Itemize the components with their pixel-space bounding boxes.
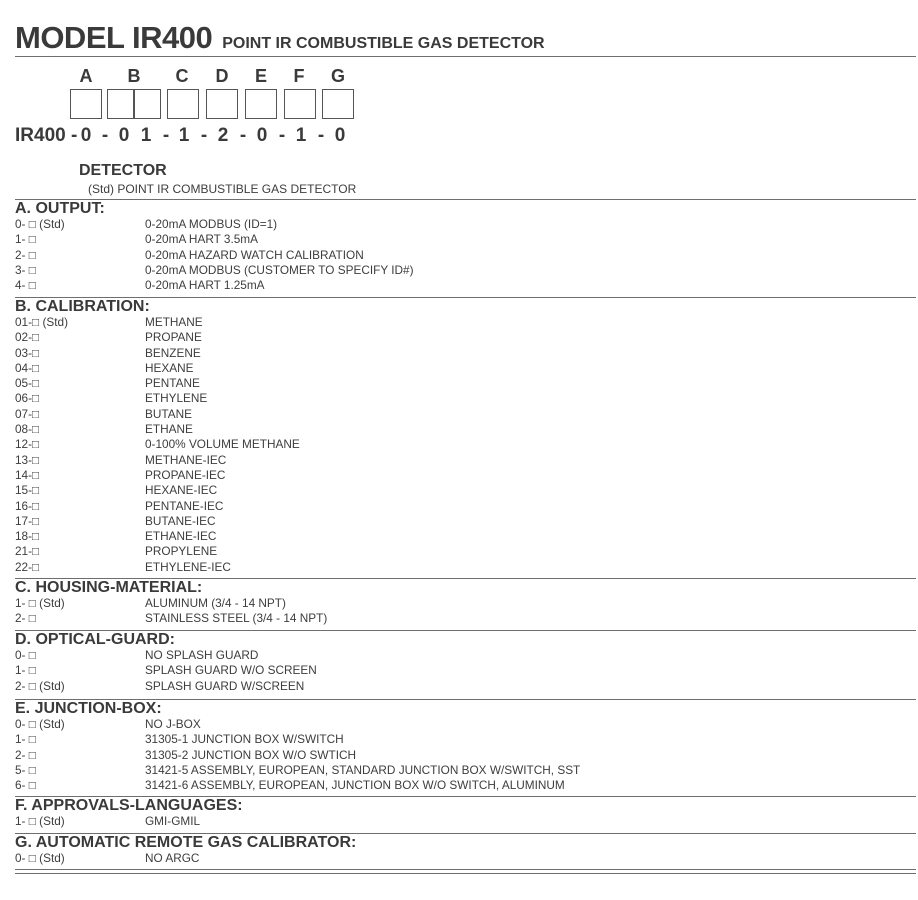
section-title: A. OUTPUT: [15,200,105,217]
option-row [15,263,916,278]
option-row [15,763,916,778]
option-description: NO J-BOX [145,717,201,731]
option-description: 0-20mA MODBUS (CUSTOMER TO SPECIFY ID#) [145,262,414,277]
option-description: 0-20mA HART 3.5mA [145,232,258,247]
option-row [15,514,916,529]
code-separator: - [239,125,247,146]
option-code: 1- □ [15,663,36,678]
option-code: 02-□ [15,330,40,345]
option-code: 0- □ (Std) [15,217,65,231]
option-description: 31305-2 JUNCTION BOX W/O SWTICH [145,747,357,762]
option-code: 5- □ [15,762,36,777]
option-code: 0- □ [15,648,36,662]
option-row [15,468,916,483]
config-letter-b: B [127,66,141,86]
config-box-c [167,89,199,119]
option-description: GMI-GMIL [145,814,201,828]
option-code: 17-□ [15,513,40,528]
option-code: 6- □ [15,778,36,793]
option-row [15,330,916,345]
option-row [15,851,916,866]
option-row [15,217,916,232]
option-row [15,732,916,747]
option-description: 0-20mA MODBUS (ID=1) [145,217,278,231]
section-approvals-languages [15,797,916,829]
option-description: ALUMINUM (3/4 - 14 NPT) [145,596,286,610]
option-row [15,717,916,732]
option-row [15,663,916,678]
option-description: ETHYLENE [145,391,208,406]
code-value-a: 0 [80,125,92,146]
option-code: 13-□ [15,452,40,467]
section-output [15,200,916,293]
config-box-a [70,89,102,119]
option-code: 06-□ [15,391,40,406]
option-code: 15-□ [15,483,40,498]
option-description: PENTANE-IEC [145,498,224,513]
option-row [15,278,916,293]
option-description: SPLASH GUARD W/O SCREEN [145,663,317,678]
option-code: 22-□ [15,559,40,574]
option-code: 1- □ [15,232,36,247]
option-code: 05-□ [15,376,40,391]
title-rule [15,56,916,57]
code-value-d: 2 [217,125,229,146]
config-box-e [245,89,277,119]
config-box-b2 [133,89,161,119]
option-row [15,437,916,452]
option-description: 0-100% VOLUME METHANE [145,437,300,452]
code-value-g: 0 [334,125,346,146]
option-row [15,453,916,468]
code-value-f: 1 [295,125,307,146]
section-title: E. JUNCTION-BOX: [15,700,162,717]
option-code: 21-□ [15,544,40,559]
option-description: BUTANE-IEC [145,513,216,528]
option-description: METHANE-IEC [145,452,227,467]
section-optical-guard [15,631,916,694]
section-title: B. CALIBRATION: [15,298,150,315]
config-letter-g: G [330,66,345,86]
option-description: ETHYLENE-IEC [145,559,231,574]
option-row [15,544,916,559]
model-subtitle: POINT IR COMBUSTIBLE GAS DETECTOR [222,35,545,52]
option-description: HEXANE [145,360,194,375]
option-description: PROPANE [145,330,202,345]
config-box-b1 [107,89,135,119]
model-code-prefix: IR400 - [15,125,78,146]
option-description: NO ARGC [145,851,200,865]
option-code: 03-□ [15,345,40,360]
option-row [15,248,916,263]
option-row [15,814,916,829]
section-housing-material [15,579,916,627]
option-description: 31421-6 ASSEMBLY, EUROPEAN, JUNCTION BOX W/O SWITCH, ALUMINUM [145,778,565,793]
section-title: C. HOUSING-MATERIAL: [15,579,203,596]
config-box-f [284,89,316,119]
option-row [15,483,916,498]
option-row [15,611,916,626]
code-value-c: 1 [178,125,190,146]
option-row [15,748,916,763]
section-title: F. APPROVALS-LANGUAGES: [15,797,243,814]
option-code: 2- □ [15,747,36,762]
option-code: 1- □ (Std) [15,814,65,828]
option-code: 4- □ [15,278,36,293]
option-description: NO SPLASH GUARD [145,648,259,662]
option-description: BENZENE [145,345,201,360]
option-code: 0- □ (Std) [15,851,65,865]
option-description: PROPANE-IEC [145,467,226,482]
option-description: 0-20mA HART 1.25mA [145,278,265,293]
option-code: 2- □ (Std) [15,678,65,693]
section-gas-calibrator [15,834,916,866]
option-code: 08-□ [15,422,40,437]
option-description: PROPYLENE [145,544,218,559]
option-row [15,529,916,544]
option-row [15,232,916,247]
option-description: SPLASH GUARD W/SCREEN [145,678,305,693]
page-title [15,20,545,56]
code-separator: - [317,125,325,146]
option-code: 12-□ [15,437,40,452]
config-letter-e: E [254,66,267,86]
option-row [15,648,916,663]
option-code: 1- □ (Std) [15,596,65,610]
code-separator: - [278,125,286,146]
detector-description: (Std) POINT IR COMBUSTIBLE GAS DETECTOR [88,182,357,196]
option-row [15,778,916,793]
bottom-rule [15,873,916,874]
option-description: HEXANE-IEC [145,483,218,498]
option-description: ETHANE-IEC [145,529,217,544]
section-title: G. AUTOMATIC REMOTE GAS CALIBRATOR: [15,834,357,851]
option-row [15,315,916,330]
model-name: MODEL IR400 [15,20,213,55]
option-row [15,391,916,406]
option-description: 31421-5 ASSEMBLY, EUROPEAN, STANDARD JUNCTION BOX W/SWITCH, SST [145,762,581,777]
code-value-e: 0 [256,125,268,146]
option-row [15,679,916,694]
config-box-d [206,89,238,119]
option-row [15,422,916,437]
config-box-g [322,89,354,119]
section-calibration [15,298,916,575]
option-row [15,361,916,376]
option-row [15,346,916,361]
option-description: 31305-1 JUNCTION BOX W/SWITCH [145,732,344,747]
config-letter-d: D [215,66,229,86]
code-value-b1: 0 [118,125,130,146]
code-separator: - [200,125,208,146]
option-code: 1- □ [15,732,36,747]
option-description: BUTANE [145,406,192,421]
option-description: METHANE [145,315,203,329]
option-code: 2- □ [15,611,36,626]
code-separator: - [101,125,109,146]
option-description: ETHANE [145,422,193,437]
option-row [15,407,916,422]
config-letter-a: A [79,66,93,86]
option-row [15,499,916,514]
option-description: PENTANE [145,376,200,391]
option-code: 0- □ (Std) [15,717,65,731]
config-letter-c: C [175,66,189,86]
option-code: 3- □ [15,262,36,277]
code-separator: - [162,125,170,146]
option-row [15,376,916,391]
code-value-b2: 1 [140,125,152,146]
option-row [15,560,916,575]
option-code: 07-□ [15,406,40,421]
option-code: 18-□ [15,529,40,544]
option-description: 0-20mA HAZARD WATCH CALIBRATION [145,247,364,262]
option-code: 2- □ [15,247,36,262]
option-code: 01-□ (Std) [15,315,69,329]
detector-heading: DETECTOR [79,162,167,179]
option-code: 14-□ [15,467,40,482]
option-code: 04-□ [15,360,40,375]
option-description: STAINLESS STEEL (3/4 - 14 NPT) [145,611,328,626]
config-letter-f: F [293,66,305,86]
section-title: D. OPTICAL-GUARD: [15,631,175,648]
section-junction-box [15,700,916,793]
option-code: 16-□ [15,498,40,513]
option-row [15,596,916,611]
bottom-rule [15,869,916,870]
